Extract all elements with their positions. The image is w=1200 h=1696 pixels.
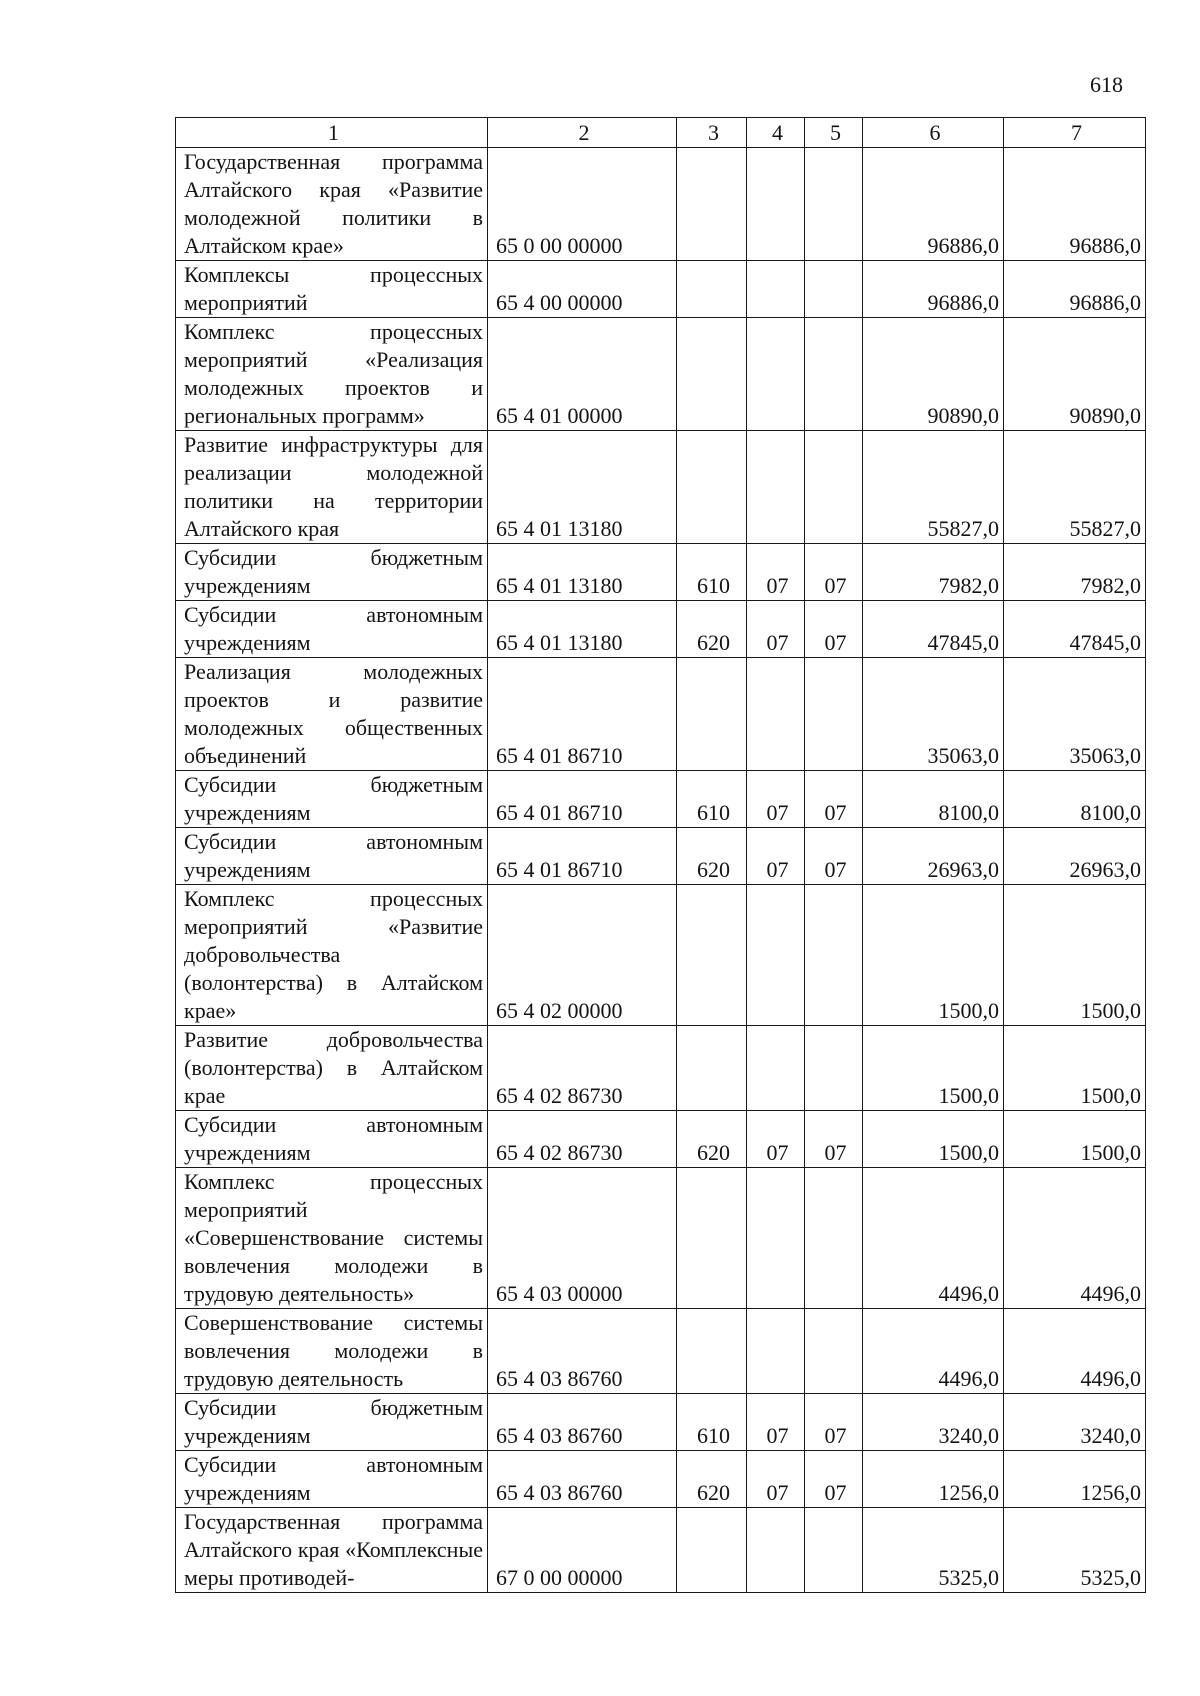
row-name-cell: Комплекс процессных мероприятий «Совершенствование системы вовлечения молодежи в трудовую деятельность» (176, 1168, 488, 1309)
row-section-cell: 07 (747, 771, 805, 828)
row-amount-cell: 5325,0 (863, 1508, 1004, 1593)
row-code-cell: 65 4 02 00000 (488, 885, 677, 1026)
row-expense-type-cell (677, 431, 747, 544)
row-subsection-cell (805, 148, 863, 261)
row-amount-cell: 1500,0 (1004, 885, 1146, 1026)
row-amount-cell: 96886,0 (863, 148, 1004, 261)
row-name-cell: Субсидии автономным учреждениям (176, 601, 488, 658)
row-name-cell: Субсидии автономным учреждениям (176, 1111, 488, 1168)
row-code-cell: 65 4 03 86760 (488, 1394, 677, 1451)
row-subsection-cell (805, 885, 863, 1026)
page-number: 618 (1090, 72, 1123, 97)
row-amount-cell: 90890,0 (1004, 318, 1146, 431)
row-code-cell: 65 4 01 86710 (488, 828, 677, 885)
row-expense-type-cell (677, 318, 747, 431)
column-header: 6 (863, 118, 1004, 148)
row-section-cell: 07 (747, 828, 805, 885)
row-expense-type-cell: 610 (677, 544, 747, 601)
row-expense-type-cell: 620 (677, 1111, 747, 1168)
row-name-cell: Развитие добровольчества (волонтерства) в Алтайском крае (176, 1026, 488, 1111)
row-subsection-cell: 07 (805, 1394, 863, 1451)
row-subsection-cell: 07 (805, 1451, 863, 1508)
table-row (176, 261, 1146, 318)
row-section-cell (747, 1168, 805, 1309)
row-expense-type-cell (677, 261, 747, 318)
row-expense-type-cell: 620 (677, 828, 747, 885)
row-expense-type-cell: 620 (677, 1451, 747, 1508)
row-section-cell: 07 (747, 1111, 805, 1168)
table-body (176, 148, 1146, 1593)
row-amount-cell: 96886,0 (1004, 148, 1146, 261)
row-expense-type-cell (677, 658, 747, 771)
row-code-cell: 65 4 02 86730 (488, 1111, 677, 1168)
row-amount-cell: 96886,0 (863, 261, 1004, 318)
row-name-cell: Субсидии бюджетным учреждениям (176, 1394, 488, 1451)
row-code-cell: 65 4 03 86760 (488, 1309, 677, 1394)
row-name-cell: Комплексы процессных мероприятий (176, 261, 488, 318)
table-row (176, 658, 1146, 771)
row-subsection-cell (805, 658, 863, 771)
row-code-cell: 65 4 02 86730 (488, 1026, 677, 1111)
row-code-cell: 65 4 03 86760 (488, 1451, 677, 1508)
row-subsection-cell: 07 (805, 601, 863, 658)
table-row (176, 544, 1146, 601)
table-row (176, 148, 1146, 261)
row-section-cell (747, 885, 805, 1026)
table-row (176, 601, 1146, 658)
row-amount-cell: 47845,0 (1004, 601, 1146, 658)
row-amount-cell: 47845,0 (863, 601, 1004, 658)
row-amount-cell: 55827,0 (863, 431, 1004, 544)
row-subsection-cell (805, 431, 863, 544)
column-header: 7 (1004, 118, 1146, 148)
row-name-cell: Субсидии автономным учреждениям (176, 828, 488, 885)
row-subsection-cell (805, 1168, 863, 1309)
table-row (176, 1111, 1146, 1168)
row-code-cell: 65 4 01 86710 (488, 771, 677, 828)
row-code-cell: 65 4 01 86710 (488, 658, 677, 771)
row-amount-cell: 96886,0 (1004, 261, 1146, 318)
row-subsection-cell: 07 (805, 828, 863, 885)
row-expense-type-cell (677, 148, 747, 261)
row-code-cell: 65 0 00 00000 (488, 148, 677, 261)
row-name-cell: Реализация молодежных проектов и развитие молодежных общественных объединений (176, 658, 488, 771)
row-section-cell: 07 (747, 1451, 805, 1508)
row-name-cell: Развитие инфраструктуры для реализации молодежной политики на территории Алтайского края (176, 431, 488, 544)
row-subsection-cell (805, 1026, 863, 1111)
row-amount-cell: 7982,0 (1004, 544, 1146, 601)
row-code-cell: 67 0 00 00000 (488, 1508, 677, 1593)
row-expense-type-cell: 620 (677, 601, 747, 658)
row-code-cell: 65 4 01 13180 (488, 601, 677, 658)
table-row (176, 1508, 1146, 1593)
row-expense-type-cell (677, 1309, 747, 1394)
row-name-cell: Субсидии бюджетным учреждениям (176, 544, 488, 601)
row-amount-cell: 35063,0 (1004, 658, 1146, 771)
table-row (176, 771, 1146, 828)
row-name-cell: Субсидии автономным учреждениям (176, 1451, 488, 1508)
row-amount-cell: 1256,0 (1004, 1451, 1146, 1508)
row-section-cell: 07 (747, 544, 805, 601)
row-section-cell (747, 431, 805, 544)
table-row (176, 318, 1146, 431)
table-row (176, 1394, 1146, 1451)
row-expense-type-cell (677, 885, 747, 1026)
row-amount-cell: 7982,0 (863, 544, 1004, 601)
row-subsection-cell: 07 (805, 771, 863, 828)
column-header: 5 (805, 118, 863, 148)
table-header-row (176, 118, 1146, 148)
row-amount-cell: 26963,0 (1004, 828, 1146, 885)
row-section-cell (747, 1508, 805, 1593)
row-subsection-cell: 07 (805, 1111, 863, 1168)
row-amount-cell: 3240,0 (1004, 1394, 1146, 1451)
row-section-cell (747, 261, 805, 318)
row-amount-cell: 5325,0 (1004, 1508, 1146, 1593)
row-expense-type-cell (677, 1508, 747, 1593)
column-header: 2 (488, 118, 677, 148)
row-name-cell: Государственная программа Алтайского края «Комплексные меры противодей- (176, 1508, 488, 1593)
table-row (176, 828, 1146, 885)
row-amount-cell: 3240,0 (863, 1394, 1004, 1451)
row-section-cell (747, 148, 805, 261)
row-subsection-cell (805, 318, 863, 431)
row-section-cell (747, 318, 805, 431)
table-row (176, 1451, 1146, 1508)
row-amount-cell: 8100,0 (1004, 771, 1146, 828)
row-section-cell (747, 1309, 805, 1394)
row-code-cell: 65 4 01 00000 (488, 318, 677, 431)
row-name-cell: Субсидии бюджетным учреждениям (176, 771, 488, 828)
row-code-cell: 65 4 03 00000 (488, 1168, 677, 1309)
table-row (176, 431, 1146, 544)
row-section-cell (747, 1026, 805, 1111)
row-amount-cell: 90890,0 (863, 318, 1004, 431)
row-name-cell: Комплекс процессных мероприятий «Развитие добровольчества (волонтерства) в Алтайском крае» (176, 885, 488, 1026)
row-section-cell: 07 (747, 601, 805, 658)
row-amount-cell: 1256,0 (863, 1451, 1004, 1508)
row-name-cell: Совершенствование системы вовлечения молодежи в трудовую деятельность (176, 1309, 488, 1394)
row-amount-cell: 1500,0 (863, 1111, 1004, 1168)
budget-table (175, 117, 1146, 1593)
row-amount-cell: 4496,0 (863, 1168, 1004, 1309)
row-amount-cell: 1500,0 (1004, 1111, 1146, 1168)
row-amount-cell: 4496,0 (1004, 1309, 1146, 1394)
row-amount-cell: 26963,0 (863, 828, 1004, 885)
row-amount-cell: 8100,0 (863, 771, 1004, 828)
row-amount-cell: 55827,0 (1004, 431, 1146, 544)
row-amount-cell: 4496,0 (863, 1309, 1004, 1394)
column-header: 4 (747, 118, 805, 148)
table-row (176, 1026, 1146, 1111)
row-subsection-cell: 07 (805, 544, 863, 601)
row-name-cell: Комплекс процессных мероприятий «Реализация молодежных проектов и региональных программ» (176, 318, 488, 431)
row-expense-type-cell (677, 1026, 747, 1111)
row-code-cell: 65 4 00 00000 (488, 261, 677, 318)
table-row (176, 885, 1146, 1026)
row-name-cell: Государственная программа Алтайского края «Развитие молодежной политики в Алтайском крае» (176, 148, 488, 261)
row-section-cell (747, 658, 805, 771)
row-expense-type-cell (677, 1168, 747, 1309)
row-amount-cell: 1500,0 (863, 1026, 1004, 1111)
column-header: 3 (677, 118, 747, 148)
row-amount-cell: 1500,0 (1004, 1026, 1146, 1111)
row-subsection-cell (805, 261, 863, 318)
row-code-cell: 65 4 01 13180 (488, 544, 677, 601)
row-section-cell: 07 (747, 1394, 805, 1451)
row-expense-type-cell: 610 (677, 771, 747, 828)
row-amount-cell: 4496,0 (1004, 1168, 1146, 1309)
column-header: 1 (176, 118, 488, 148)
row-amount-cell: 35063,0 (863, 658, 1004, 771)
table-row (176, 1309, 1146, 1394)
row-subsection-cell (805, 1508, 863, 1593)
row-amount-cell: 1500,0 (863, 885, 1004, 1026)
table-row (176, 1168, 1146, 1309)
row-expense-type-cell: 610 (677, 1394, 747, 1451)
row-code-cell: 65 4 01 13180 (488, 431, 677, 544)
row-subsection-cell (805, 1309, 863, 1394)
